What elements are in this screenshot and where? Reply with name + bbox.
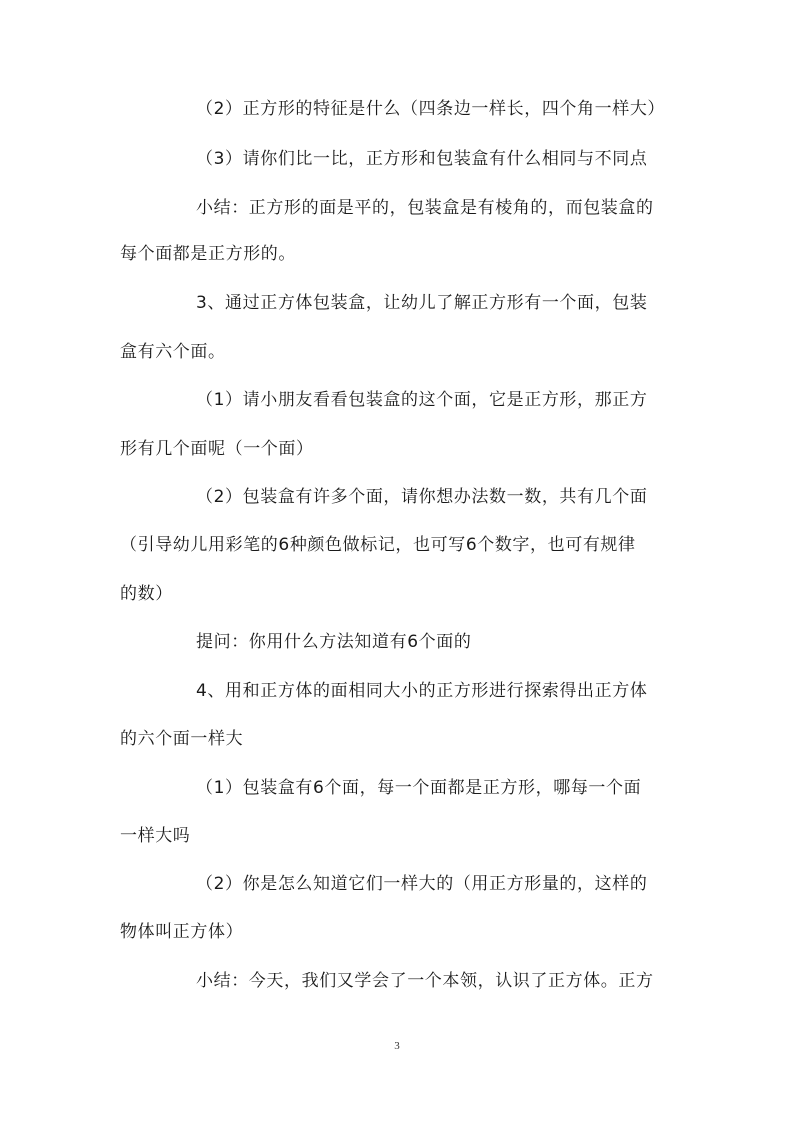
text-line: （引导幼儿用彩笔的6种颜色做标记，也可写6个数字，也可有规律 [120,535,636,555]
text-line: 一样大吗 [120,826,191,846]
text-line: （2）正方形的特征是什么（四条边一样长，四个角一样大） [196,99,666,119]
text-line: （1）包装盒有6个面，每一个面都是正方形，哪每一个面 [196,778,642,798]
text-line: 形有几个面呢（一个面） [120,439,314,459]
text-line: 的六个面一样大 [120,729,244,749]
text-line: 小结：正方形的面是平的，包装盒是有棱角的，而包装盒的 [196,198,654,218]
text-line: （3）请你们比一比，正方形和包装盒有什么相同与不同点 [196,149,648,169]
text-line: 的数） [120,584,173,604]
text-line: 小结：今天，我们又学会了一个本领，认识了正方体。正方 [196,971,654,991]
page-number: 3 [394,1040,400,1052]
text-line: 4、用和正方体的面相同大小的正方形进行探索得出正方体 [196,681,648,701]
text-line: 物体叫正方体） [120,922,244,942]
text-line: 每个面都是正方形的。 [120,244,296,264]
text-line: （2）包装盒有许多个面，请你想办法数一数，共有几个面 [196,487,648,507]
text-line: （2）你是怎么知道它们一样大的（用正方形量的，这样的 [196,874,648,894]
text-line: 3、通过正方体包装盒，让幼儿了解正方形有一个面，包装 [196,293,648,313]
text-line: 提问：你用什么方法知道有6个面的 [196,632,472,652]
text-line: 盒有六个面。 [120,342,226,362]
text-line: （1）请小朋友看看包装盒的这个面，它是正方形，那正方 [196,390,648,410]
